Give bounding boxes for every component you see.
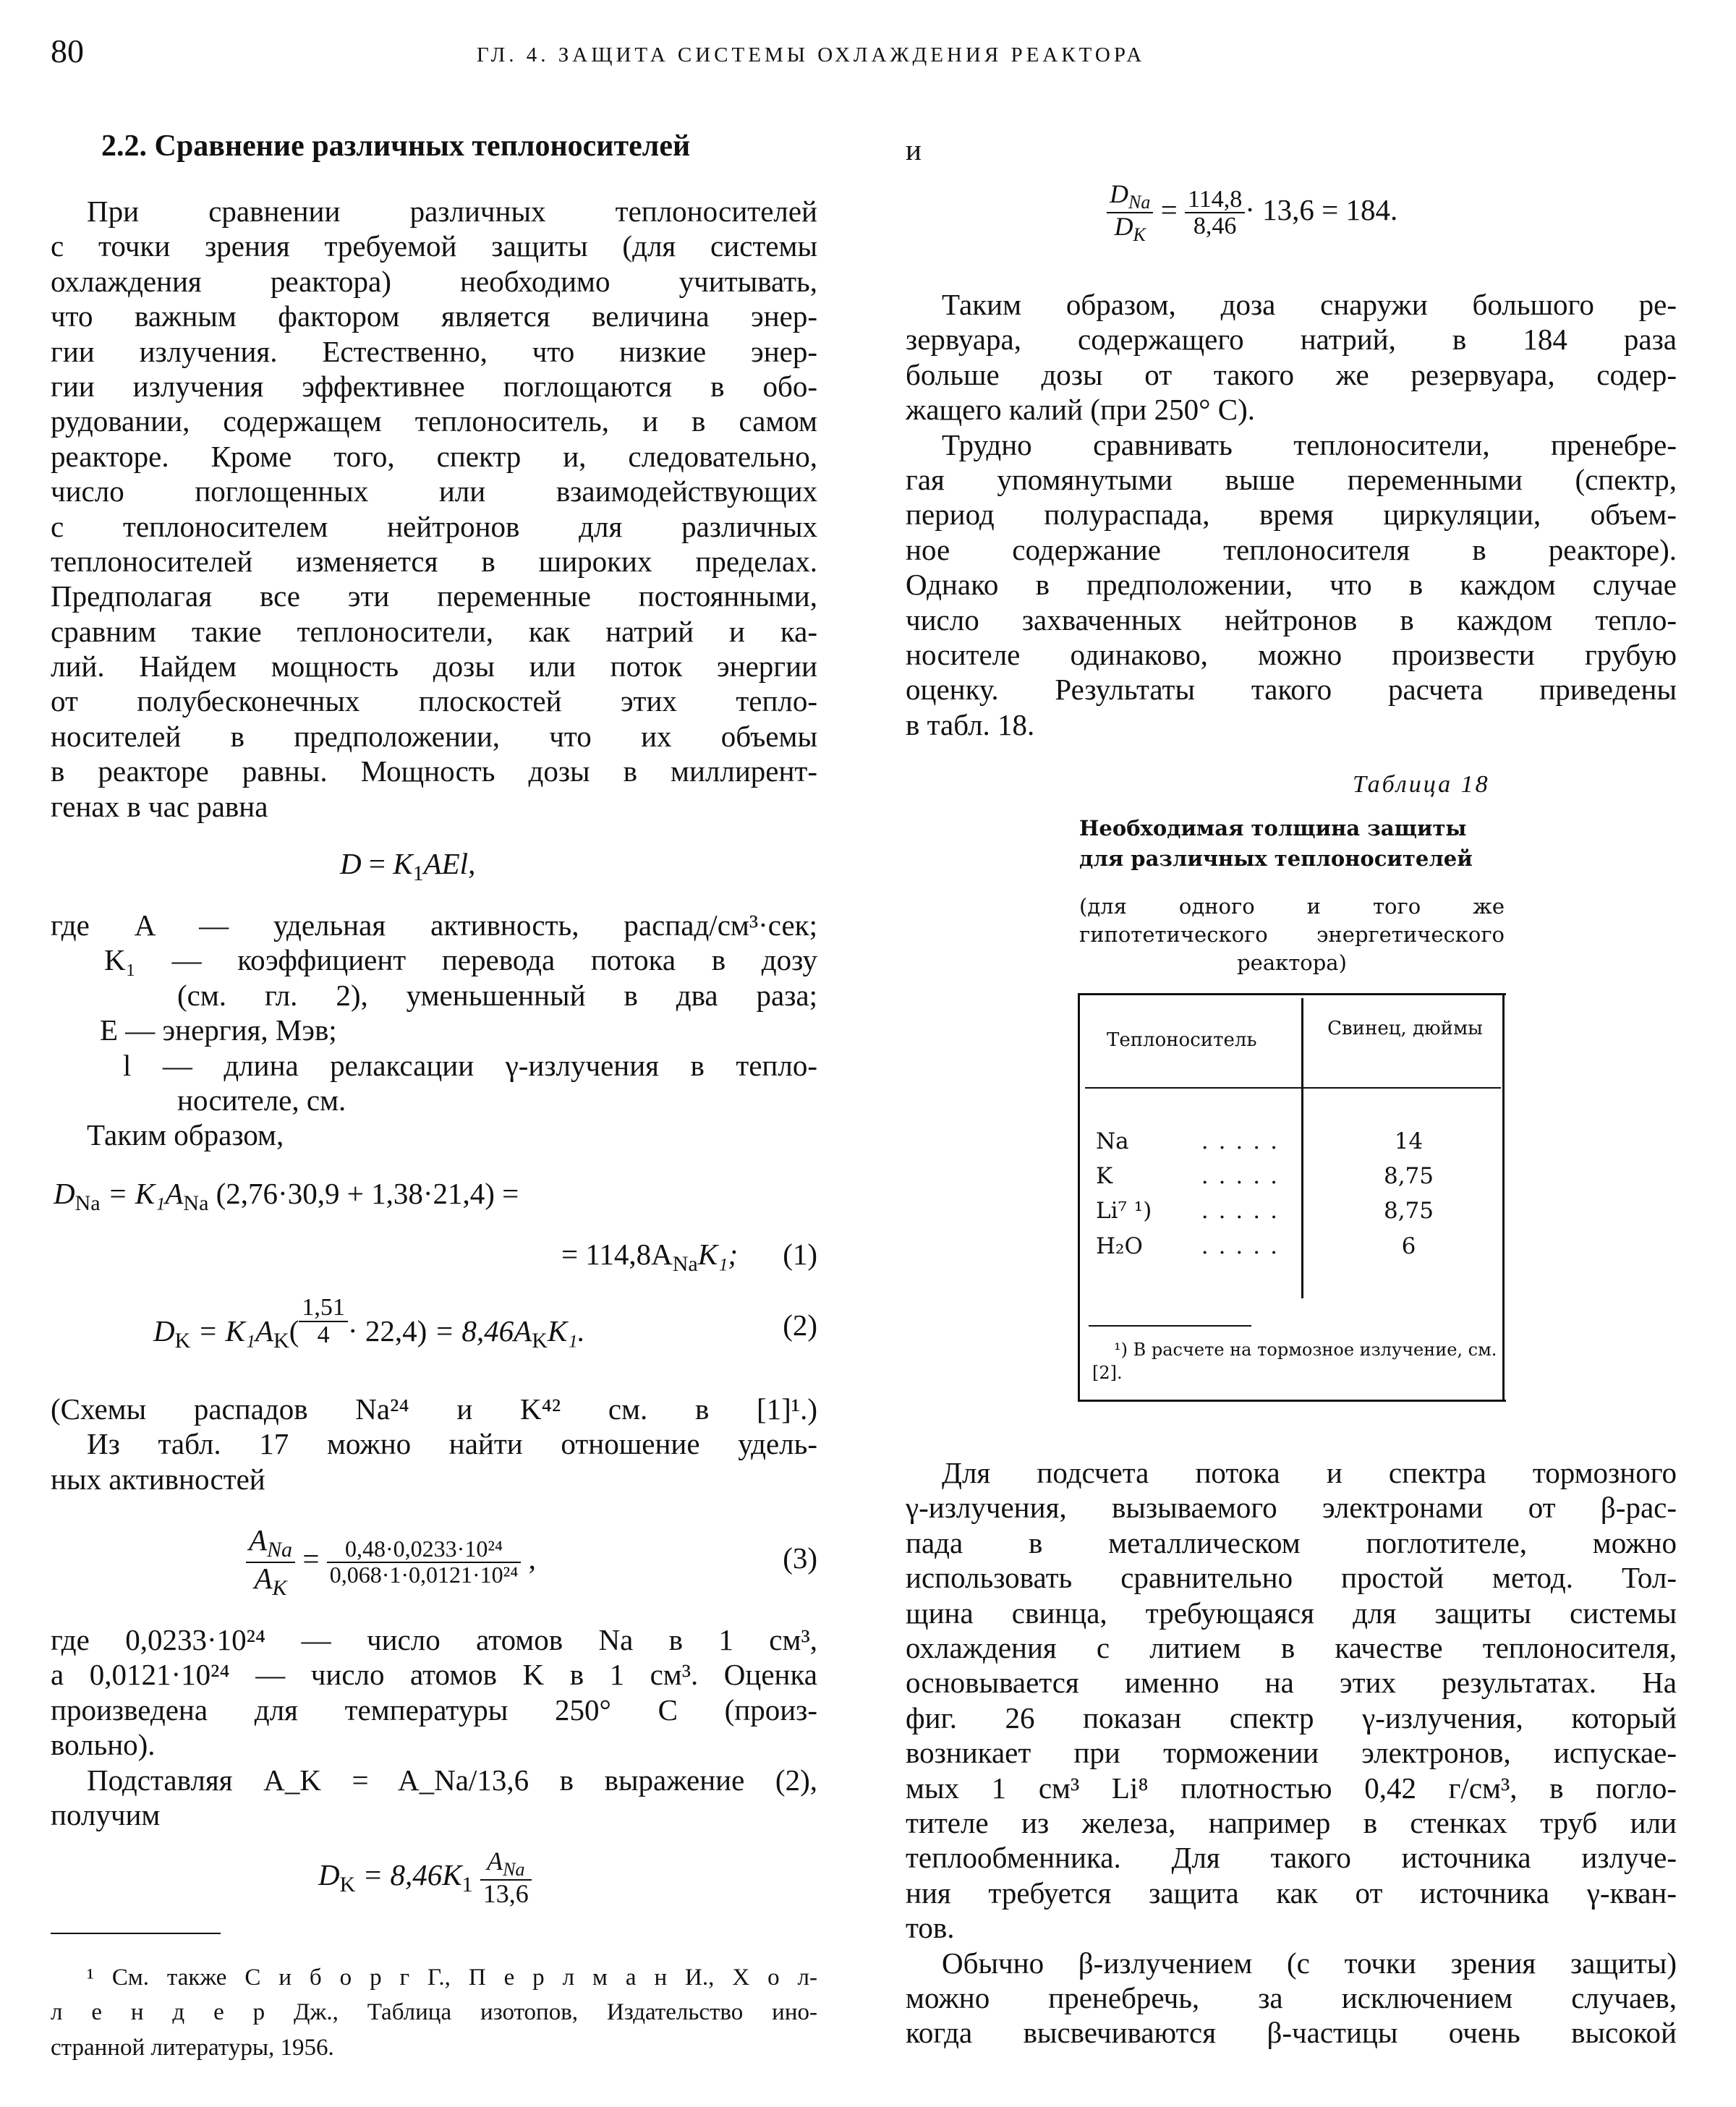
definition-line: носителе, см. bbox=[177, 1083, 346, 1117]
equation-3: $\frac{A_{Na}}{A_K}$ = $\frac{\text{0,48·0,0233·10²⁴}}{\text{0,068·1·0,0121·10²⁴}}$ , (3) bbox=[246, 1525, 817, 1590]
eq-term: (2,76·30,9 + 1,38·21,4) = bbox=[208, 1177, 519, 1210]
fraction-denominator: 13,6 bbox=[482, 1879, 529, 1909]
text-line: теплообменника. Для такого источника излуче- bbox=[906, 1841, 1677, 1875]
eq-term: = K₁A bbox=[190, 1314, 274, 1348]
text-line: генах в час равна bbox=[51, 789, 268, 823]
text-line: мых 1 см³ Li⁸ плотностью 0,42 г/см³, в погло- bbox=[906, 1771, 1677, 1805]
text-line: тителе из железа, например в стенках труб или bbox=[906, 1805, 1677, 1839]
text-line: (Схемы распадов Na²⁴ и K⁴² см. в [1]¹.) bbox=[51, 1392, 817, 1426]
text-line: число поглощенных или взаимодействующих bbox=[51, 474, 817, 508]
eq-subscript: K bbox=[174, 1329, 191, 1353]
text-line: носителей в предположении, что их объемы bbox=[51, 719, 817, 753]
fraction-numerator: 0,48·0,0233·10²⁴ bbox=[327, 1537, 522, 1563]
text-line: период полураспада, время циркуляции, объем- bbox=[906, 498, 1677, 532]
text-line: гии излучения. Естественно, что низкие энер- bbox=[51, 334, 817, 368]
definition-line: (см. гл. 2), уменьшенный в два раза; bbox=[177, 978, 817, 1012]
definitions-list bbox=[51, 908, 817, 1153]
coolant-cell: H₂O bbox=[1096, 1233, 1143, 1259]
text-line: Таким образом, доза снаружи большого ре- bbox=[942, 288, 1677, 321]
eq-term: D bbox=[1114, 212, 1133, 242]
text-line: где 0,0233·10²⁴ — число атомов Na в 1 см³, bbox=[51, 1623, 817, 1656]
text-line: ных активностей bbox=[51, 1462, 265, 1496]
eq-term: D bbox=[340, 847, 362, 880]
text-line: охлаждения с литием в качестве теплоносителя, bbox=[906, 1630, 1677, 1664]
eq-subscript: Na bbox=[75, 1191, 101, 1216]
text-line: основывается именно на этих результатах. На bbox=[906, 1666, 1677, 1700]
page-number: 80 bbox=[51, 33, 84, 69]
table-bottom-rule bbox=[1078, 1400, 1506, 1402]
table-header-lead: Свинец, дюймы bbox=[1327, 1018, 1483, 1039]
coolant-cell: K bbox=[1096, 1163, 1113, 1189]
eq-term: K₁; bbox=[697, 1238, 738, 1271]
eq-term: D bbox=[153, 1314, 175, 1348]
eq-subscript: Na bbox=[672, 1252, 698, 1277]
fraction-denominator: 0,068·1·0,0121·10²⁴ bbox=[329, 1561, 519, 1588]
equation-2: $D_K = K_1A_K$( $\frac{1,51}{4}$ · $22,4) = 8,46A_KK_1$. (2) bbox=[153, 1294, 817, 1353]
paragraph bbox=[906, 287, 1677, 427]
lead-thickness-cell: 6 bbox=[1401, 1233, 1416, 1259]
eq-term: A bbox=[249, 1523, 268, 1557]
text-line: Таким образом, bbox=[87, 1118, 284, 1152]
paragraph bbox=[51, 194, 817, 824]
table-footnote-rule bbox=[1089, 1325, 1251, 1327]
text-line: тов. bbox=[906, 1911, 955, 1945]
eq-term: D bbox=[318, 1858, 340, 1892]
table-caption: Таблица 18 bbox=[1353, 771, 1490, 798]
text-line: в табл. 18. bbox=[906, 707, 1035, 741]
text-line: фиг. 26 показан спектр γ-излучения, который bbox=[906, 1701, 1677, 1734]
eq-term: D bbox=[54, 1177, 75, 1210]
text-line: можно пренебречь, за исключением случаев, bbox=[906, 1980, 1677, 2014]
text-line: Предполагая все эти переменные постоянными, bbox=[51, 579, 817, 613]
text-line: Трудно сравнивать теплоносители, пренебре- bbox=[942, 427, 1677, 461]
equation-4 bbox=[318, 1848, 532, 1908]
text-line: с точки зрения требуемой защиты (для системы bbox=[51, 229, 817, 263]
leader-dots: ..... bbox=[1201, 1163, 1288, 1189]
leader-dots: ..... bbox=[1201, 1128, 1288, 1154]
eq-subscript: K bbox=[273, 1329, 289, 1353]
text-line: щина свинца, требующаяся для защиты системы bbox=[906, 1596, 1677, 1630]
text-line: Для подсчета потока и спектра тормозного bbox=[942, 1456, 1677, 1489]
definition-line: E — энергия, Мэв; bbox=[100, 1013, 337, 1047]
eq-term: = K₁A bbox=[100, 1177, 184, 1210]
text-line: жащего калий (при 250° С). bbox=[906, 393, 1255, 427]
footnote-divider bbox=[51, 1933, 221, 1934]
paragraph bbox=[906, 1946, 1677, 2051]
eq-term: = 8,46A bbox=[427, 1314, 532, 1348]
text-line: γ-излучения, вызываемого электронами от β-рас- bbox=[906, 1491, 1677, 1525]
table-left-border bbox=[1078, 993, 1080, 1402]
text-line: лий. Найдем мощность дозы или поток энергии bbox=[51, 650, 817, 684]
equation-dose: $D = K_1AEl$, bbox=[340, 847, 476, 886]
text-line: рудовании, содержащем теплоноситель, и в самом bbox=[51, 404, 817, 438]
table-row bbox=[1096, 1128, 1505, 1163]
equation-1-line2 bbox=[51, 1237, 817, 1277]
text-line: оценку. Результаты такого расчета приведены bbox=[906, 673, 1677, 707]
text-line: с теплоносителем нейтронов для различных bbox=[51, 509, 817, 543]
paragraph bbox=[906, 427, 1677, 743]
fraction-numerator: 114,8 bbox=[1185, 187, 1245, 214]
text-line: ное содержание теплоносителя в реакторе). bbox=[906, 532, 1677, 566]
equation-number: (3) bbox=[783, 1541, 817, 1575]
footnote bbox=[51, 1962, 817, 2066]
fraction-numerator: 1,51 bbox=[299, 1295, 348, 1322]
definition-line: K₁ — коэффициент перевода потока в дозу bbox=[104, 943, 817, 977]
text-line: и bbox=[906, 133, 922, 166]
eq-term: K₁. bbox=[547, 1314, 585, 1348]
eq-subscript: Na bbox=[503, 1859, 525, 1881]
text-line: произведена для температуры 250° С (произ- bbox=[51, 1693, 817, 1727]
equation-number: (2) bbox=[783, 1308, 817, 1342]
table-row bbox=[1096, 1163, 1505, 1198]
eq-term: · 22,4 bbox=[347, 1314, 417, 1348]
text-line: Обычно β-излучением (с точки зрения защиты) bbox=[942, 1946, 1677, 1980]
paragraph bbox=[906, 1455, 1677, 1945]
equation-number: (1) bbox=[783, 1238, 817, 1271]
text-line: Из табл. 17 можно найти отношение удель- bbox=[87, 1427, 817, 1461]
text-line: носителе одинаково, можно произвести грубую bbox=[906, 637, 1677, 671]
text-line: использовать сравнительно простой метод. Тол- bbox=[906, 1561, 1677, 1595]
text-line: что важным фактором является величина энер- bbox=[51, 299, 817, 333]
eq-subscript: Na bbox=[1128, 192, 1151, 213]
eq-subscript: Na bbox=[267, 1538, 293, 1562]
eq-subscript: K bbox=[532, 1329, 548, 1353]
eq-subscript: K bbox=[1133, 224, 1146, 246]
text-line: в реакторе равны. Мощность дозы в миллирент- bbox=[51, 754, 817, 788]
eq-subscript: Na bbox=[183, 1191, 209, 1216]
text-line: Подставляя A_K = A_Na/13,6 в выражение (2), bbox=[87, 1763, 817, 1797]
text-line: сравним такие теплоносители, как натрий и ка- bbox=[51, 614, 817, 648]
coolant-cell: Na bbox=[1096, 1128, 1129, 1154]
table-row bbox=[1096, 1233, 1505, 1268]
eq-subscript: 1 bbox=[461, 1873, 473, 1897]
text-line: зервуара, содержащего натрий, в 184 раза bbox=[906, 323, 1677, 357]
coolant-cell: Li⁷ ¹) bbox=[1096, 1198, 1152, 1224]
table-row bbox=[1096, 1198, 1505, 1233]
table-header-coolant: Теплоноситель bbox=[1107, 1029, 1257, 1051]
text-line: больше дозы от такого же резервуара, содер- bbox=[906, 357, 1677, 391]
text-line: возникает при торможении электронов, испускае- bbox=[906, 1736, 1677, 1770]
eq-term: A bbox=[487, 1847, 503, 1876]
text-line: теплоносителей изменяется в широких пределах. bbox=[51, 544, 817, 578]
eq-subscript: K bbox=[339, 1873, 356, 1897]
eq-subscript: 1 bbox=[412, 861, 424, 886]
leader-dots: ..... bbox=[1201, 1198, 1288, 1224]
text-line: гая упомянутыми выше переменными (спектр, bbox=[906, 462, 1677, 496]
equation-1-line1 bbox=[54, 1176, 519, 1216]
eq-term: = 114,8A bbox=[561, 1238, 673, 1271]
equation-ratio: $\frac{D_{Na}}{D_K}$ = $\frac{114,8}{8,46}$ · 13,6 = 184. bbox=[1107, 181, 1397, 246]
table-title: Необходимая толщина защиты для различных теплоносителей bbox=[1079, 816, 1473, 871]
eq-term: · 13,6 = 184. bbox=[1245, 192, 1398, 226]
eq-term: = 8,46K bbox=[355, 1858, 462, 1892]
text-line: число захваченных нейтронов в каждом тепло- bbox=[906, 603, 1677, 637]
text-line: охлаждения реактора) необходимо учитывать, bbox=[51, 264, 817, 298]
eq-subscript: K bbox=[272, 1575, 287, 1600]
text-line: пада в металлическом поглотителе, можно bbox=[906, 1525, 1677, 1559]
eq-term: AEl, bbox=[423, 847, 476, 880]
table-header-rule bbox=[1085, 1087, 1501, 1089]
paragraph bbox=[51, 1763, 817, 1833]
text-line: ¹ См. также С и б о р г Г., П е р л м а н И., Х о л- bbox=[87, 1965, 817, 1991]
running-title: ГЛ. 4. ЗАЩИТА СИСТЕМЫ ОХЛАЖДЕНИЯ РЕАКТОРА bbox=[477, 43, 1146, 67]
definition-line: где A — удельная активность, распад/см³·сек; bbox=[51, 908, 817, 942]
definition-line: l — длина релаксации γ-излучения в тепло- bbox=[123, 1048, 817, 1082]
text-line: вольно). bbox=[51, 1728, 156, 1762]
table-top-rule bbox=[1078, 993, 1506, 995]
table-footnote: ¹) В расчете на тормозное излучение, см. [2]. bbox=[1092, 1340, 1497, 1383]
text-line: получим bbox=[51, 1798, 161, 1832]
text-line: странной литературы, 1956. bbox=[51, 2034, 334, 2061]
table-subtitle: (для одного и того же гипотетического энергетического реактора) bbox=[1079, 894, 1505, 975]
lead-thickness-cell: 8,75 bbox=[1383, 1163, 1434, 1189]
lead-thickness-cell: 14 bbox=[1394, 1128, 1424, 1154]
text-line: гии излучения эффективнее поглощаются в обо- bbox=[51, 369, 817, 403]
eq-term: D bbox=[1110, 179, 1128, 208]
text-line: При сравнении различных теплоносителей bbox=[87, 195, 817, 228]
leader-dots: ..... bbox=[1201, 1233, 1288, 1259]
fraction-denominator: 4 bbox=[317, 1321, 330, 1348]
text-line: от полубесконечных плоскостей этих тепло- bbox=[51, 684, 817, 718]
eq-term: K bbox=[393, 847, 413, 880]
text-line: ния требуется защита как от источника γ-кван- bbox=[906, 1876, 1677, 1910]
paragraph bbox=[51, 1622, 817, 1763]
paragraph bbox=[51, 1392, 817, 1497]
text-line: а 0,0121·10²⁴ — число атомов K в 1 см³. Оценка bbox=[51, 1658, 817, 1692]
lead-thickness-cell: 8,75 bbox=[1383, 1198, 1434, 1224]
text-line: когда высвечиваются β-частицы очень высокой bbox=[906, 2016, 1677, 2050]
eq-term: A bbox=[254, 1561, 273, 1595]
text-line: л е н д е р Дж., Таблица изотопов, Издательство ино- bbox=[51, 1999, 817, 2026]
section-title: 2.2. Сравнение различных теплоносителей bbox=[101, 129, 691, 163]
text-line: реакторе. Кроме того, спектр и, следовательно, bbox=[51, 439, 817, 473]
fraction-denominator: 8,46 bbox=[1193, 213, 1237, 240]
text-line: Однако в предположении, что в каждом случае bbox=[906, 568, 1677, 602]
